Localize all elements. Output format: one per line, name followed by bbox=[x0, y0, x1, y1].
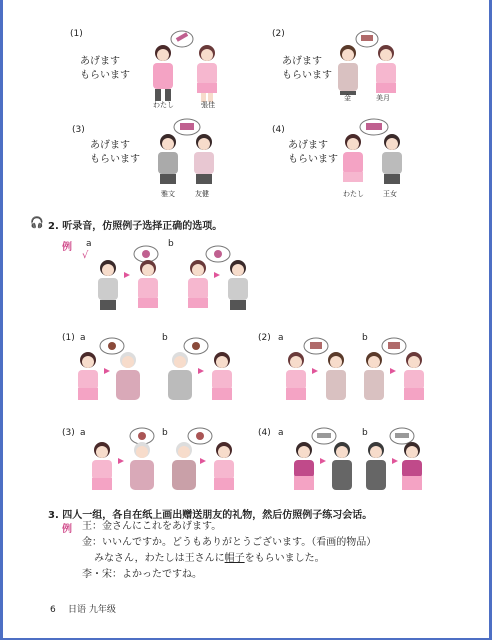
s2-item-3-b: b bbox=[162, 428, 168, 438]
s2-item-2-illustration bbox=[282, 334, 442, 404]
item-3-name-b: 友健 bbox=[195, 190, 209, 198]
dialogue-line-2 bbox=[82, 537, 376, 549]
item-2-line1: あげます bbox=[282, 56, 322, 67]
item-4-name-b: 王女 bbox=[383, 190, 397, 198]
s2-item-3-illustration bbox=[88, 424, 248, 494]
s2-item-4-a: a bbox=[278, 428, 284, 438]
dialogue-4-text: よかったですね。 bbox=[122, 569, 202, 580]
item-1-line2: もらいます bbox=[80, 70, 130, 81]
item-2-line2: もらいます bbox=[282, 70, 332, 81]
dialogue-4-speaker: 李・宋： bbox=[82, 569, 122, 580]
item-1-illustration bbox=[145, 25, 245, 103]
item-4-name-a: わたし bbox=[343, 190, 364, 198]
book-title: 日语 九年级 bbox=[68, 605, 116, 615]
section3-heading: 3. 四人一组，各自在纸上画出赠送朋友的礼物，然后仿照例子练习会话。 bbox=[48, 510, 373, 521]
s2-item-3-number: (3) bbox=[62, 428, 75, 438]
s2-item-4-illustration bbox=[290, 424, 440, 494]
item-1-name-b: 張佳 bbox=[201, 101, 215, 109]
s2-item-3-a: a bbox=[80, 428, 86, 438]
dialogue-2-speaker: 金： bbox=[82, 537, 102, 548]
item-2-name-a: 金 bbox=[344, 94, 351, 102]
dialogue-line-4 bbox=[82, 569, 202, 581]
section2-example-b: b bbox=[168, 239, 174, 249]
page-number: 6 bbox=[50, 605, 56, 615]
item-2-number: (2) bbox=[272, 29, 285, 39]
item-1-name-a: わたし bbox=[153, 101, 174, 109]
item-3-number: (3) bbox=[72, 125, 85, 135]
item-4-number: (4) bbox=[272, 125, 285, 135]
s2-item-1-illustration bbox=[72, 334, 252, 404]
dialogue-1-text: 金さんにこれをあげます。 bbox=[102, 521, 222, 532]
dialogue-2-text: いいんですか。どうもありがとうございます。（看画的物品） bbox=[102, 537, 377, 548]
section2-example-label: 例 bbox=[62, 242, 72, 253]
s2-item-2-a: a bbox=[278, 333, 284, 343]
section2-example-a: a bbox=[86, 239, 92, 249]
check-mark: √ bbox=[82, 250, 89, 261]
s2-item-1-a: a bbox=[80, 333, 86, 343]
s2-item-1-number: (1) bbox=[62, 333, 75, 343]
dialogue-line-1 bbox=[82, 521, 221, 533]
s2-item-2-b: b bbox=[362, 333, 368, 343]
section2-heading: 2. 听录音，仿照例子选择正确的选项。 bbox=[48, 221, 223, 232]
item-1-number: (1) bbox=[70, 29, 83, 39]
s2-item-1-b: b bbox=[162, 333, 168, 343]
item-4-line1: あげます bbox=[288, 140, 328, 151]
item-3-name-a: 雅文 bbox=[161, 190, 175, 198]
item-3-line2: もらいます bbox=[90, 154, 140, 165]
item-4-illustration bbox=[338, 116, 412, 186]
s2-item-4-number: (4) bbox=[258, 428, 271, 438]
item-3-illustration bbox=[154, 116, 224, 186]
s2-item-4-b: b bbox=[362, 428, 368, 438]
dialogue-line-3 bbox=[94, 553, 325, 565]
dialogue-3-text-before: みなさん，わたしは王さんに bbox=[94, 553, 225, 564]
dialogue-3-text-after: をもらいました。 bbox=[244, 553, 325, 564]
example-a-illustration bbox=[94, 242, 174, 312]
headphones-icon: 🎧 bbox=[30, 216, 44, 229]
dialogue-3-answer: 帽子 bbox=[224, 553, 245, 564]
item-3-line1: あげます bbox=[90, 140, 130, 151]
item-2-name-b: 美月 bbox=[376, 94, 390, 102]
item-1-line1: あげます bbox=[80, 56, 120, 67]
item-2-illustration bbox=[334, 25, 414, 95]
s2-item-2-number: (2) bbox=[258, 333, 271, 343]
example-b-illustration bbox=[184, 242, 264, 312]
section3-example-label: 例 bbox=[62, 524, 72, 535]
dialogue-1-speaker: 王： bbox=[82, 521, 102, 532]
item-4-line2: もらいます bbox=[288, 154, 338, 165]
